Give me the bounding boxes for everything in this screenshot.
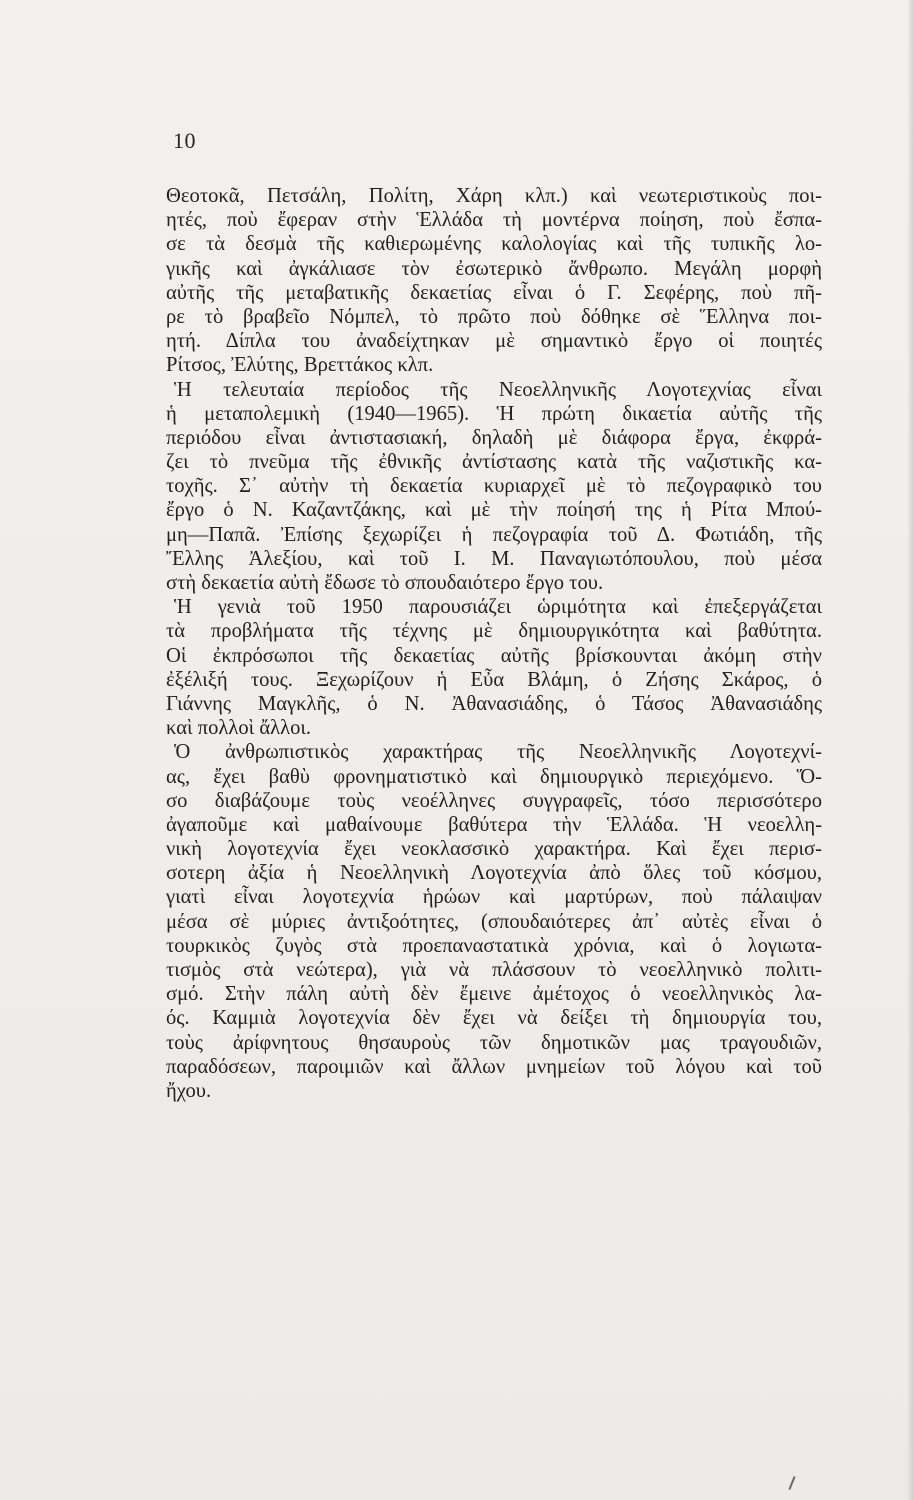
text-line: καὶ πολλοὶ ἄλλοι. — [166, 717, 312, 740]
text-line: τοὺς ἀρίφνητους θησαυροὺς τῶν δημοτικῶν μας τραγουδιῶν, — [166, 1031, 822, 1054]
page-number: 10 — [173, 128, 196, 153]
pencil-mark — [788, 1476, 795, 1490]
text-line: ζει τὸ πνεῦμα τῆς ἐθνικῆς ἀντίστασης κατὰ τῆς ναζιστικῆς κα- — [166, 451, 822, 474]
text-line: νικὴ λογοτεχνία ἔχει νεοκλασσικὸ χαρακτήρα. Καὶ ἔχει περισ- — [166, 838, 822, 861]
text-line: Γιάννης Μαγκλῆς, ὁ Ν. Ἀθανασιάδης, ὁ Τάσος Ἀθανασιάδης — [166, 692, 822, 715]
text-line: παραδόσεων, παροιμιῶν καὶ ἄλλων μνημείων τοῦ λόγου καὶ τοῦ — [166, 1055, 822, 1078]
text-line: ἀγαποῦμε καὶ μαθαίνουμε βαθύτερα τὴν Ἑλλάδα. Ἡ νεοελλη- — [166, 813, 822, 836]
text-line: τὰ προβλήματα τῆς τέχνης μὲ δημιουργικότητα καὶ βαθύτητα. — [166, 620, 822, 643]
text-line: σο διαβάζουμε τοὺς νεοέλληνες συγγραφεῖς, τόσο περισσότερο — [166, 789, 822, 812]
text-line: γιατὶ εἶναι λογοτεχνία ἡρώων καὶ μαρτύρων, ποὺ πάλαιψαν — [166, 886, 822, 909]
text-line: μέσα σὲ μύριες ἀντιξοότητες, (σπουδαιότερες ἀπ᾿ αὐτὲς εἶναι ὁ — [166, 910, 822, 933]
text-line: ας, ἔχει βαθὺ φρονηματιστικὸ καὶ δημιουργικὸ περιεχόμενο. Ὅ- — [166, 765, 822, 788]
text-line: τοχῆς. Σ᾿ αὐτὴν τὴ δεκαετία κυριαρχεῖ μὲ τὸ πεζογραφικὸ του — [166, 475, 822, 498]
text-line: ἤχου. — [166, 1079, 212, 1102]
text-line: Ρίτσος, Ἐλύτης, Βρεττάκος κλπ. — [166, 354, 434, 377]
paragraph-start: Ὁ ἀνθρωπιστικὸς χαρακτήρας τῆς Νεοελληνικῆς Λογοτεχνί- — [174, 741, 822, 764]
text-line: ἐξέλιξή τους. Ξεχωρίζουν ἡ Εὖα Βλάμη, ὁ Ζήσης Σκάρος, ὁ — [166, 668, 822, 691]
text-line: τουρκικὸς ζυγὸς στὰ προεπαναστατικὰ χρόνια, καὶ ὁ λογιωτα- — [166, 934, 822, 957]
text-line: ητή. Δίπλα του ἀναδείχτηκαν μὲ σημαντικὸ ἔργο οἱ ποιητές — [166, 330, 822, 353]
text-line: Οἱ ἐκπρόσωποι τῆς δεκαετίας αὐτῆς βρίσκουνται ἀκόμη στὴν — [166, 644, 822, 667]
text-line: ἡ μεταπολεμικὴ (1940—1965). Ἡ πρώτη δικαετία αὐτῆς τῆς — [166, 402, 822, 425]
text-line: τισμὸς στὰ νεώτερα), γιὰ νὰ πλάσσουν τὸ νεοελληνικὸ πολιτι- — [166, 959, 822, 981]
text-line: αὐτῆς τῆς μεταβατικῆς δεκαετίας εἶναι ὁ Γ. Σεφέρης, ποὺ πῆ- — [166, 281, 822, 304]
text-line: σοτερη ἀξία ἡ Νεοελληνικὴ Λογοτεχνία ἀπὸ ὅλες τοῦ κόσμου, — [166, 862, 822, 885]
paragraph-start: Ἡ γενιὰ τοῦ 1950 παρουσιάζει ὡριμότητα καὶ ἐπεξεργάζεται — [174, 596, 822, 619]
text-line: Θεοτοκᾶ, Πετσάλη, Πολίτη, Χάρη κλπ.) καὶ νεωτεριστικοὺς ποι- — [166, 185, 822, 207]
text-line: ἔργο ὁ Ν. Καζαντζάκης, καὶ μὲ τὴν ποίησή της ἡ Ρίτα Μπού- — [166, 499, 822, 522]
text-line: περιόδου εἶναι ἀντιστασιακή, δηλαδὴ μὲ διάφορα ἔργα, ἐκφρά- — [166, 426, 822, 449]
text-line: σε τὰ δεσμὰ τῆς καθιερωμένης καλολογίας καὶ τῆς τυπικῆς λο- — [166, 233, 822, 256]
scan-edge-shadow — [907, 0, 913, 1500]
text-line: Ἔλλης Ἀλεξίου, καὶ τοῦ Ι. Μ. Παναγιωτόπουλου, ποὺ μέσα — [166, 547, 822, 570]
text-line: ρε τὸ βραβεῖο Νόμπελ, τὸ πρῶτο ποὺ δόθηκε σὲ Ἕλληνα ποι- — [166, 305, 822, 328]
text-line: στὴ δεκαετία αὐτὴ ἔδωσε τὸ σπουδαιότερο ἔργο του. — [166, 572, 604, 594]
body-text — [166, 184, 822, 1103]
text-line: γικῆς καὶ ἀγκάλιασε τὸν ἐσωτερικὸ ἄνθρωπο. Μεγάλη μορφὴ — [166, 257, 822, 280]
text-line: σμό. Στὴν πάλη αὐτὴ δὲν ἔμεινε ἀμέτοχος ὁ νεοελληνικὸς λα- — [166, 983, 822, 1006]
text-line: ός. Καμμιὰ λογοτεχνία δὲν ἔχει νὰ δείξει τὴ δημιουργία του, — [166, 1007, 822, 1030]
text-line: μη—Παπᾶ. Ἐπίσης ξεχωρίζει ἡ πεζογραφία τοῦ Δ. Φωτιάδη, τῆς — [166, 523, 822, 546]
paragraph-start: Ἡ τελευταία περίοδος τῆς Νεοελληνικῆς Λογοτεχνίας εἶναι — [174, 378, 822, 401]
text-line: ητές, ποὺ ἔφεραν στὴν Ἑλλάδα τὴ μοντέρνα ποίηση, ποὺ ἔσπα- — [166, 209, 822, 232]
